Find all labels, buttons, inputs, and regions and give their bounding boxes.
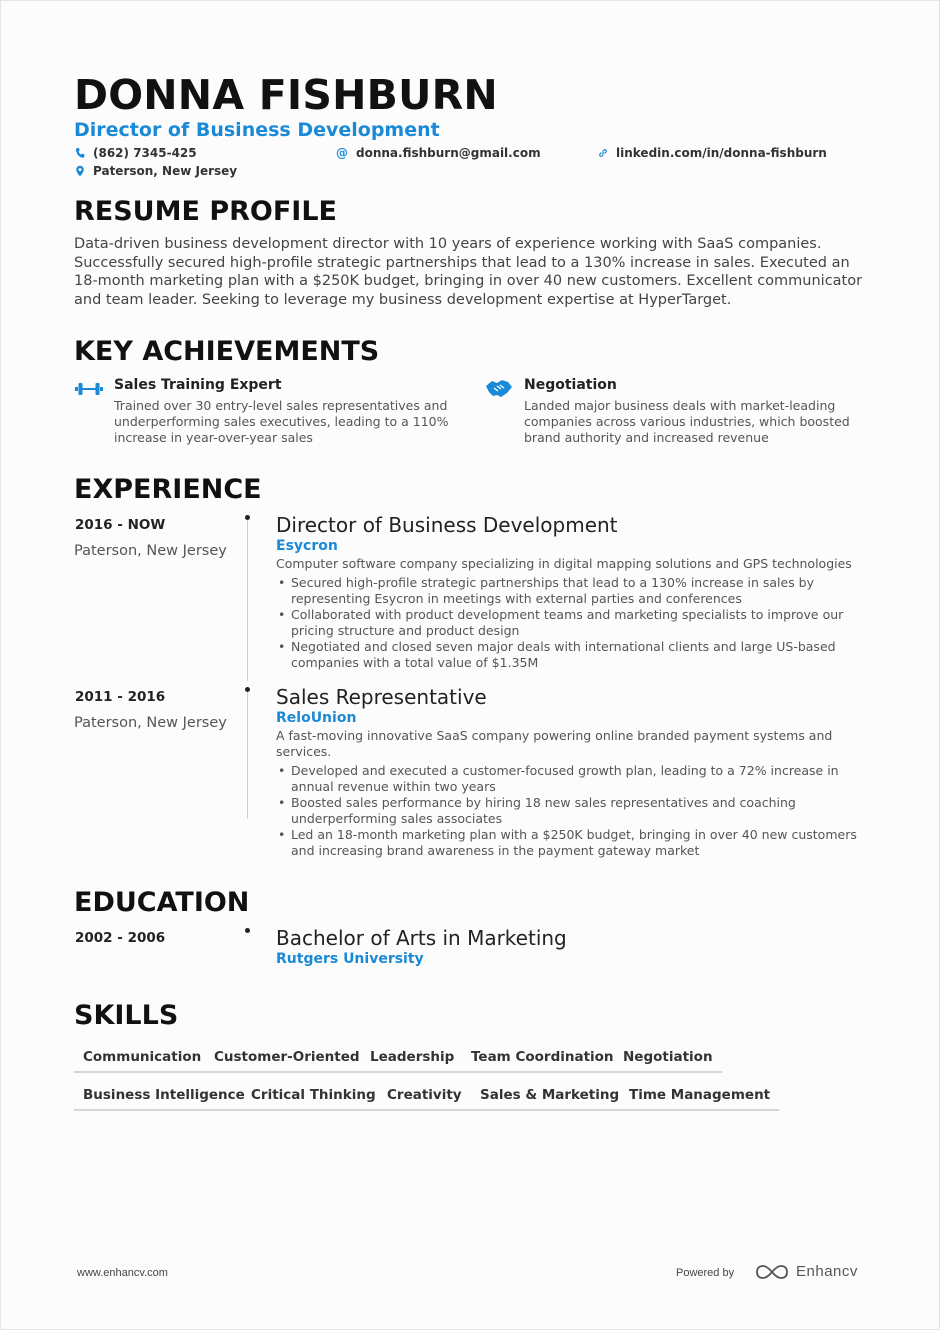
bullet-item: • Secured high-profile strategic partnerships that lead to a 130% increase in sales by representing Esycron in meetings with external parties and conferences [276, 575, 871, 607]
skill-tag: Sales & Marketing [471, 1087, 628, 1111]
company-description: A fast-moving innovative SaaS company powering online branded payment systems and services. [276, 728, 833, 759]
skill-tag: Leadership [361, 1049, 463, 1073]
timeline-dot [245, 515, 250, 520]
timeline-dot [245, 687, 250, 692]
bullet-item: • Negotiated and closed seven major deals with international clients and large US-based companies with a total value of $1.35M [276, 639, 871, 671]
linkedin-contact [598, 146, 827, 160]
job-dates: 2016 - NOW [75, 517, 166, 533]
achievement-description: Landed major business deals with market-leading companies across various industries, which boosted brand authority and increased revenue [524, 398, 850, 445]
education-heading: EDUCATION [74, 887, 250, 918]
achievement-description: Trained over 30 entry-level sales representatives and underperforming sales executives, leading to a 110% increase in year-over-year sales [114, 398, 449, 445]
job-location: Paterson, New Jersey [74, 715, 227, 731]
bullet-item: • Developed and executed a customer-focused growth plan, leading to a 72% increase in annual revenue within two years [276, 763, 871, 795]
bullet-item: • Led an 18-month marketing plan with a $250K budget, bringing in over 40 new customers and increasing brand awareness in the payment gateway market [276, 827, 871, 859]
profile-summary: Data-driven business development director with 10 years of experience working with SaaS companies. Successfully secured high-profile strategic partnerships that lead to a 130% increase in sales. Executed an 18-month marketing plan with a $250K budget, bringing in over 40 new customers. Excellent communicator and team leader. Seeking to leverage my business development expertise at HyperTarget. [74, 236, 863, 308]
email-address[interactable]: donna.fishburn@gmail.com [356, 146, 541, 160]
location-pin-icon [75, 165, 85, 177]
company-description: Computer software company specializing in digital mapping solutions and GPS technologies [276, 556, 852, 571]
achievements-heading: KEY ACHIEVEMENTS [74, 336, 380, 367]
job-company: ReloUnion [276, 710, 357, 726]
location-contact [75, 164, 237, 178]
footer-website[interactable]: www.enhancv.com [77, 1267, 168, 1279]
candidate-title: Director of Business Development [74, 119, 440, 141]
candidate-name: DONNA FISHBURN [74, 71, 498, 119]
skill-tag: Negotiation [614, 1049, 722, 1073]
job-bullets [276, 575, 871, 671]
bullet-item: • Collaborated with product development teams and marketing specialists to improve our pricing structure and product design [276, 607, 871, 639]
phone-contact [75, 146, 197, 160]
skill-tag: Critical Thinking [242, 1087, 385, 1111]
linkedin-url[interactable]: linkedin.com/in/donna-fishburn [616, 146, 827, 160]
skill-tag: Business Intelligence [74, 1087, 254, 1111]
job-role: Director of Business Development [276, 513, 618, 537]
skills-heading: SKILLS [74, 1000, 179, 1031]
footer-brand[interactable]: Enhancv [796, 1263, 858, 1280]
job-company: Esycron [276, 538, 338, 554]
location-text: Paterson, New Jersey [93, 164, 238, 178]
job-dates: 2011 - 2016 [75, 689, 166, 705]
skill-tag: Creativity [378, 1087, 471, 1111]
skill-tag: Team Coordination [462, 1049, 623, 1073]
phone-icon [75, 147, 85, 159]
achievement-title: Negotiation [524, 377, 617, 393]
job-role: Sales Representative [276, 685, 487, 709]
achievement-title: Sales Training Expert [114, 377, 282, 393]
timeline-line [247, 519, 248, 681]
skill-tag: Communication [74, 1049, 210, 1073]
timeline-line [247, 691, 248, 819]
degree-title: Bachelor of Arts in Marketing [276, 926, 567, 950]
skill-tag: Customer-Oriented [205, 1049, 369, 1073]
bullet-item: • Boosted sales performance by hiring 18 new sales representatives and coaching underperforming sales associates [276, 795, 871, 827]
handshake-icon [485, 378, 513, 400]
experience-heading: EXPERIENCE [74, 474, 262, 505]
skill-tag: Time Management [620, 1087, 779, 1111]
email-contact [336, 146, 541, 160]
footer-powered-by: Powered by [676, 1267, 735, 1279]
phone-number[interactable]: (862) 7345-425 [93, 146, 197, 160]
school-name: Rutgers University [276, 951, 424, 967]
dumbbell-icon [75, 381, 103, 397]
profile-heading: RESUME PROFILE [74, 196, 337, 227]
at-icon: @ [336, 146, 348, 160]
job-bullets [276, 763, 871, 859]
education-dates: 2002 - 2006 [75, 930, 166, 946]
link-icon [598, 147, 608, 159]
timeline-dot [245, 928, 250, 933]
enhancv-logo-icon [755, 1264, 789, 1280]
job-location: Paterson, New Jersey [74, 543, 227, 559]
